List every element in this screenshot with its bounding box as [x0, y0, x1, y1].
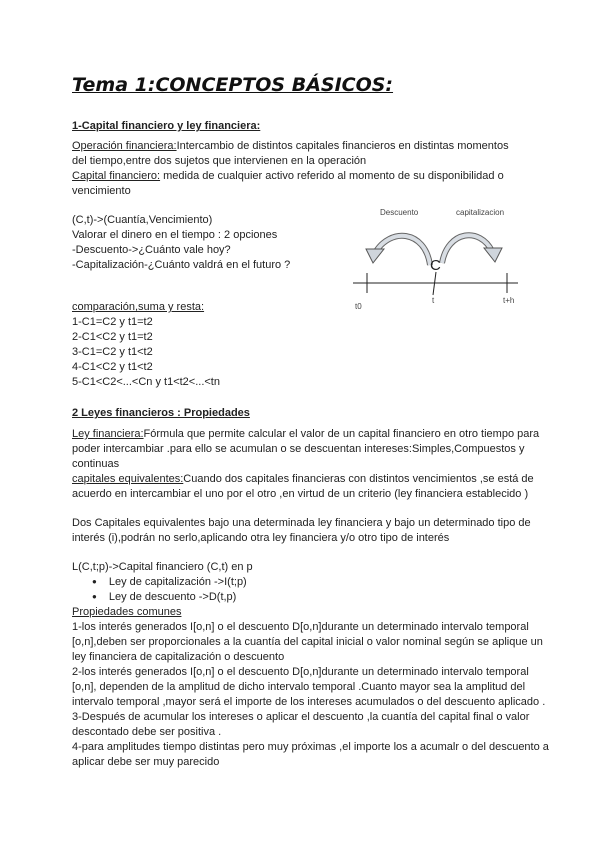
paragraph-line: aplicar debe ser muy parecido: [72, 756, 220, 768]
page-title: Tema 1:CONCEPTOS BÁSICOS:: [72, 74, 394, 96]
list-item: 5-C1<C2<...<Cn y t1<t2<...<tn: [72, 376, 220, 388]
paragraph-line: [72, 169, 504, 183]
paragraph-line: (C,t)->(Cuantía,Vencimiento): [72, 214, 213, 226]
paragraph-line: [72, 472, 534, 486]
paragraph-line: del tiempo,entre dos sujetos que intervienen en la operación: [72, 155, 367, 167]
paragraph-line: vencimiento: [72, 185, 131, 197]
section-1-heading: 1-Capital financiero y ley financiera:: [72, 120, 261, 132]
capital-c-label: C: [430, 257, 441, 274]
paragraph-line: acuerdo en intercambiar el uno por el otro ,en virtud de un criterio (ley financiera establecido ): [72, 488, 529, 500]
paragraph-line: -Capitalización-¿Cuánto valdrá en el futuro ?: [72, 259, 291, 271]
th-label: t+h: [503, 296, 515, 305]
paragraph-line: [o,n],deben ser proporcionales a la cuantía del capital inicial o valor nominal según se aplique un: [72, 636, 543, 648]
properties-heading: Propiedades comunes: [72, 606, 182, 618]
paragraph-line: Dos Capitales equivalentes bajo una determinada ley financiera y bajo un determinado tipo de: [72, 517, 531, 529]
paragraph-line: descontado debe ser positiva .: [72, 726, 222, 738]
paragraph-line: continuas: [72, 458, 120, 470]
section-2-heading: 2 Leyes financieros : Propiedades: [72, 407, 250, 419]
comparison-heading: comparación,suma y resta:: [72, 301, 205, 313]
descuento-label: Descuento: [380, 208, 419, 217]
term: capitales equivalentes:: [72, 473, 184, 485]
bullet-item: ● Ley de capitalización ->I(t;p): [92, 575, 247, 589]
definition: Intercambio de distintos capitales financieros en distintas momentos: [176, 140, 509, 152]
paragraph-line: 2-los interés generados I[o,n] o el descuento D[o,n]durante un determinado intervalo temporal: [72, 666, 529, 678]
paragraph-line: 1-los interés generados I[o,n] o el descuento D[o,n]durante un determinado intervalo temporal: [72, 621, 529, 633]
paragraph-line: [o,n], dependen de la amplitud de dicho intervalo temporal .Cuanto mayor sea la amplitud del: [72, 681, 526, 693]
paragraph-line: -Descuento->¿Cuánto vale hoy?: [72, 244, 231, 256]
term: Capital financiero:: [72, 170, 161, 182]
definition: Fórmula que permite calcular el valor de un capital financiero en otro tiempo para: [143, 428, 540, 440]
paragraph-line: 3-Después de acumular los intereses o aplicar el descuento ,la cuantía del capital final o valor: [72, 711, 530, 723]
paragraph-line: intervalo temporal ,mayor será el importe de los intereses acumulados o del descuento aplicado .: [72, 696, 546, 708]
paragraph-line: [72, 139, 509, 153]
list-item: 4-C1<C2 y t1<t2: [72, 361, 153, 373]
definition: medida de cualquier activo referido al momento de su disponibilidad o: [160, 170, 504, 182]
capitalizacion-label: capitalizacion: [456, 208, 505, 217]
term: Ley financiera:: [72, 428, 144, 440]
paragraph-line: poder intercambiar .para ello se acumulan o se descuentan intereses:Simples,Compuestos y: [72, 443, 525, 455]
t-label: t: [432, 296, 435, 305]
list-item: 1-C1=C2 y t1=t2: [72, 316, 153, 328]
paragraph-line: ley financiera de capitalización o descuento: [72, 651, 285, 663]
paragraph-line: L(C,t;p)->Capital financiero (C,t) en p: [72, 561, 253, 573]
list-item: 3-C1=C2 y t1<t2: [72, 346, 153, 358]
t0-label: t0: [355, 302, 362, 311]
definition: Cuando dos capitales financieras con distintos vencimientos ,se está de: [183, 473, 534, 485]
bullet-item: ● Ley de descuento ->D(t,p): [92, 590, 236, 604]
paragraph-line: interés (i),podrán no serlo,aplicando otra ley financiera y/o otro tipo de interés: [72, 532, 450, 544]
paragraph-line: 4-para amplitudes tiempo distintas pero muy próximas ,el importe los a acumalr o del descuento a: [72, 741, 549, 753]
paragraph-line: [72, 427, 539, 441]
term: Operación financiera:: [72, 140, 177, 152]
list-item: 2-C1<C2 y t1=t2: [72, 331, 153, 343]
paragraph-line: Valorar el dinero en el tiempo : 2 opciones: [72, 229, 278, 241]
